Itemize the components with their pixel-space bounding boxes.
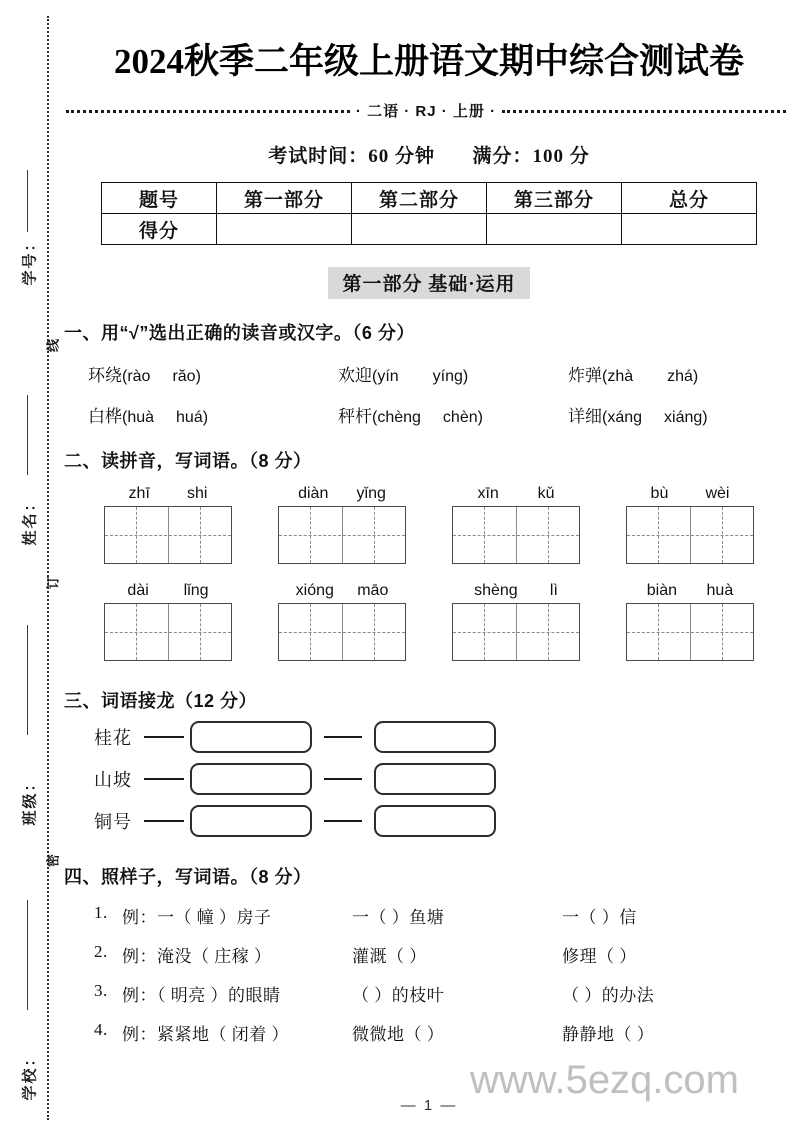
chain-dash — [144, 736, 184, 738]
chain-dash — [144, 778, 184, 780]
example-row — [58, 942, 800, 967]
choice-open-paren: ( — [602, 409, 608, 426]
question-3 — [58, 687, 800, 837]
tianzige-hline — [627, 535, 753, 536]
score-header-4: 总分 — [622, 183, 757, 214]
pinyin-syllable-1: diàn — [298, 485, 329, 502]
choice-item[interactable] — [88, 402, 338, 427]
seal-rule-top — [27, 170, 28, 232]
tianzige-hline — [279, 535, 405, 536]
seal-label-seal-char: 密 — [45, 852, 61, 868]
choice-item[interactable] — [338, 361, 568, 386]
dotted-rule-left — [66, 110, 350, 113]
example-number: 3. — [94, 981, 108, 1000]
part-banner: 第一部分 基础·运用 — [328, 267, 529, 299]
question-1-row-2 — [58, 402, 800, 427]
example-number: 1. — [94, 903, 108, 922]
choice-word: 炸弹 — [568, 366, 602, 385]
choice-word: 秤杆 — [338, 407, 372, 426]
pinyin-pair — [278, 582, 406, 600]
pinyin-syllable-1: shèng — [474, 582, 518, 599]
tianzige-hline — [105, 535, 231, 536]
chain-answer-box[interactable] — [190, 763, 312, 795]
tianzige-box[interactable] — [278, 506, 406, 564]
choice-close-paren: ) — [702, 409, 708, 426]
question-2-heading: 二、读拼音，写词语。（8 分） — [64, 451, 312, 471]
word-chain-row — [58, 763, 800, 795]
chain-answer-box[interactable] — [190, 721, 312, 753]
pinyin-grid-group — [278, 582, 406, 661]
choice-option-a[interactable]: yín — [377, 368, 399, 385]
choice-close-paren: ) — [202, 409, 209, 426]
choice-option-b[interactable]: xiáng — [664, 409, 703, 426]
paper-content — [58, 0, 800, 1132]
choice-open-paren: ( — [122, 409, 128, 426]
pinyin-syllable-1: xīn — [477, 485, 499, 502]
example-number: 2. — [94, 942, 108, 961]
choice-option-a[interactable]: rào — [127, 368, 151, 385]
pinyin-pair — [626, 582, 754, 600]
example-blank-1[interactable]: （ ）的枝叶 — [352, 986, 445, 1005]
word-chain-row — [58, 805, 800, 837]
word-chain-row — [58, 721, 800, 753]
example-blank-2[interactable]: （ ）的办法 — [562, 986, 655, 1005]
choice-item[interactable] — [88, 361, 338, 386]
choice-close-paren: ) — [692, 368, 699, 385]
choice-item[interactable] — [568, 402, 788, 427]
choice-close-paren: ) — [477, 409, 483, 426]
pinyin-grid-group — [626, 582, 754, 661]
score-row-label: 得分 — [102, 214, 217, 245]
example-blank-1[interactable]: 灌溉（ ） — [352, 947, 427, 966]
exam-meta — [58, 141, 800, 168]
example-blank-2[interactable]: 一（ ）信 — [562, 908, 637, 927]
seal-label-school: 学校： — [22, 1049, 39, 1101]
pinyin-syllable-2: lì — [549, 582, 558, 599]
example-number: 4. — [94, 1020, 108, 1039]
seal-label-bind-char: 订 — [45, 574, 61, 590]
tianzige-hline — [627, 632, 753, 633]
score-header-2: 第二部分 — [352, 183, 487, 214]
score-header-0: 题号 — [102, 183, 217, 214]
seal-label-student-id: 学号： — [22, 234, 39, 286]
chain-answer-box[interactable] — [374, 721, 496, 753]
pinyin-syllable-2: huà — [706, 582, 734, 599]
pinyin-syllable-2: shi — [186, 485, 208, 502]
choice-item[interactable] — [338, 402, 568, 427]
pinyin-syllable-2: wèi — [705, 485, 730, 502]
pinyin-syllable-2: māo — [357, 582, 389, 599]
chain-dash — [324, 736, 362, 738]
pinyin-syllable-1: bù — [650, 485, 669, 502]
pinyin-pair — [104, 485, 232, 503]
tianzige-hline — [279, 632, 405, 633]
question-4 — [58, 863, 800, 1045]
part-banner-wrapper — [58, 267, 800, 299]
tianzige-box[interactable] — [626, 506, 754, 564]
tianzige-hline — [453, 632, 579, 633]
chain-dash — [324, 778, 362, 780]
choice-option-b[interactable]: răo — [172, 368, 196, 385]
pinyin-grid-group — [626, 485, 754, 564]
pinyin-pair — [626, 485, 754, 503]
choice-word: 详细 — [568, 407, 602, 426]
choice-option-b[interactable]: zhá — [667, 368, 693, 385]
seal-rule-2 — [27, 395, 28, 475]
score-table — [101, 182, 757, 245]
tianzige-box[interactable] — [626, 603, 754, 661]
choice-option-a[interactable]: xáng — [607, 409, 643, 426]
choice-open-paren: ( — [122, 368, 128, 385]
pinyin-grid-group — [278, 485, 406, 564]
pinyin-syllable-1: biàn — [646, 582, 677, 599]
pinyin-grid-group — [104, 582, 232, 661]
choice-word: 白桦 — [88, 407, 122, 426]
question-4-heading: 四、照样子，写词语。（8 分） — [64, 867, 312, 887]
question-2-grid-row-2 — [58, 582, 800, 661]
example-blank-1[interactable]: 一（ ）鱼塘 — [352, 908, 445, 927]
pinyin-grid-group — [452, 582, 580, 661]
example-blank-2[interactable]: 静静地（ ） — [562, 1025, 655, 1044]
question-1 — [58, 319, 800, 427]
question-1-heading: 一、用“√”选出正确的读音或汉字。（6 分） — [64, 323, 415, 343]
seal-rule-4 — [27, 900, 28, 1010]
example-model: 例：（ 明亮 ）的眼睛 — [122, 986, 281, 1005]
question-2 — [58, 447, 800, 661]
example-model: 例：紧紧地（ 闭着 ） — [122, 1025, 289, 1044]
chain-dash — [144, 820, 184, 822]
question-3-heading: 三、词语接龙（12 分） — [64, 691, 258, 711]
subtitle-rule — [66, 100, 786, 121]
score-header-3: 第三部分 — [487, 183, 622, 214]
choice-close-paren: ) — [195, 368, 201, 385]
subtitle-text: · 二语 · RJ · 上册 · — [355, 103, 497, 120]
pinyin-syllable-1: xióng — [295, 582, 334, 599]
choice-option-a[interactable]: zhà — [607, 368, 634, 385]
choice-open-paren: ( — [372, 409, 378, 426]
question-1-row-1 — [58, 361, 800, 386]
dotted-rule-right — [502, 110, 786, 113]
choice-word: 欢迎 — [338, 366, 372, 385]
chain-start-word: 桂花 — [94, 728, 132, 748]
choice-option-b[interactable]: huá — [176, 409, 203, 426]
sealing-margin — [0, 0, 61, 1132]
score-table-wrapper — [101, 182, 757, 245]
seal-label-class: 班级： — [22, 774, 39, 826]
tianzige-hline — [105, 632, 231, 633]
pinyin-syllable-2: lǐng — [183, 582, 209, 599]
example-row — [58, 981, 800, 1006]
choice-open-paren: ( — [602, 368, 608, 385]
pinyin-pair — [452, 582, 580, 600]
score-cell-1[interactable] — [217, 214, 352, 245]
tianzige-hline — [453, 535, 579, 536]
pinyin-syllable-2: kǔ — [537, 485, 555, 502]
example-row — [58, 903, 800, 928]
choice-option-a[interactable]: huà — [127, 409, 155, 426]
choice-option-a[interactable]: chèng — [377, 409, 421, 426]
choice-item[interactable] — [568, 361, 788, 386]
example-model: 例：一（ 幢 ）房子 — [122, 908, 272, 927]
seal-label-line-char: 线 — [45, 337, 61, 353]
tianzige-box[interactable] — [452, 506, 580, 564]
chain-answer-box[interactable] — [190, 805, 312, 837]
pinyin-grid-group — [452, 485, 580, 564]
pinyin-syllable-2: yǐng — [356, 485, 386, 502]
pinyin-pair — [104, 582, 232, 600]
chain-answer-box[interactable] — [374, 763, 496, 795]
sealing-dotted-line — [47, 16, 49, 1120]
pinyin-pair — [452, 485, 580, 503]
question-2-grid-row-1 — [58, 485, 800, 564]
score-cell-2[interactable] — [352, 214, 487, 245]
total-score-label: 满分：100 分 — [472, 146, 590, 167]
tianzige-box[interactable] — [278, 603, 406, 661]
table-row-scores — [102, 214, 757, 245]
example-row — [58, 1020, 800, 1045]
pinyin-grid-group — [104, 485, 232, 564]
chain-start-word: 铜号 — [94, 812, 132, 832]
chain-start-word: 山坡 — [94, 770, 132, 790]
choice-open-paren: ( — [372, 368, 378, 385]
watermark: www.5ezq.com — [470, 1058, 739, 1102]
choice-option-b[interactable]: yíng — [432, 368, 463, 385]
example-model: 例：淹没（ 庄稼 ） — [122, 947, 272, 966]
score-cell-4[interactable] — [622, 214, 757, 245]
choice-word: 环绕 — [88, 366, 122, 385]
exam-time-label: 考试时间：60 分钟 — [268, 146, 435, 167]
choice-option-b[interactable]: chèn — [442, 409, 478, 426]
seal-label-name: 姓名： — [22, 494, 39, 546]
page-number: — 1 — — [400, 1097, 458, 1114]
tianzige-box[interactable] — [452, 603, 580, 661]
chain-dash — [324, 820, 362, 822]
example-blank-2[interactable]: 修理（ ） — [562, 947, 637, 966]
seal-rule-3 — [27, 625, 28, 735]
score-cell-3[interactable] — [487, 214, 622, 245]
choice-close-paren: ) — [462, 368, 469, 385]
tianzige-box[interactable] — [104, 603, 232, 661]
chain-answer-box[interactable] — [374, 805, 496, 837]
pinyin-pair — [278, 485, 406, 503]
score-header-1: 第一部分 — [217, 183, 352, 214]
pinyin-syllable-1: zhī — [128, 485, 150, 502]
tianzige-box[interactable] — [104, 506, 232, 564]
example-blank-1[interactable]: 微微地（ ） — [352, 1025, 445, 1044]
table-row-headers — [102, 183, 757, 214]
pinyin-syllable-1: dài — [127, 582, 149, 599]
page-title: 2024秋季二年级上册语文期中综合测试卷 — [113, 42, 744, 81]
